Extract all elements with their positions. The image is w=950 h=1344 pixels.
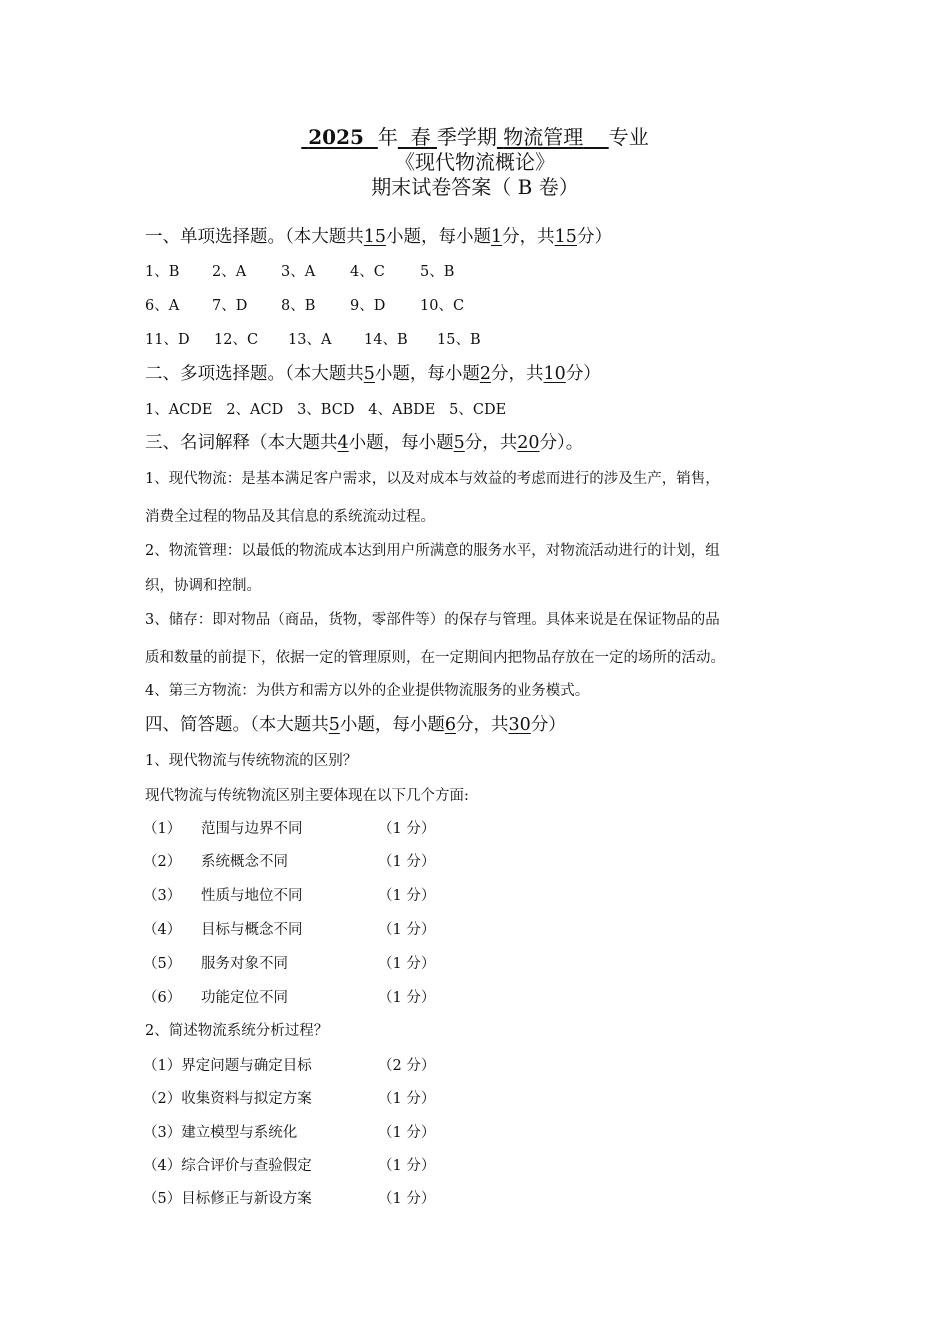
item-text: （3）建立模型与系统化 bbox=[143, 1125, 298, 1141]
item-text: （1）界定问题与确定目标 bbox=[143, 1058, 312, 1074]
question-1: 1、现代物流与传统物流的区别？ bbox=[145, 753, 358, 769]
item-text: （4）综合评价与查验假定 bbox=[143, 1158, 312, 1174]
major-suffix: 专业 bbox=[608, 125, 649, 149]
year-suffix: 年 bbox=[377, 125, 398, 149]
item-number: （3） bbox=[143, 888, 182, 904]
answer-item: 7、D bbox=[212, 298, 248, 314]
item-points: （1 分） bbox=[378, 1125, 436, 1141]
item-points: （1 分） bbox=[378, 1091, 436, 1107]
section2-title: 二、多项选择题。（本大题共5小题，每小题2分，共10分） bbox=[145, 364, 601, 384]
answer-item: 2、A bbox=[212, 264, 247, 280]
answer-item: 10、C bbox=[420, 298, 465, 314]
answer-item: 4、C bbox=[350, 264, 385, 280]
question-1-intro: 现代物流与传统物流区别主要体现在以下几个方面: bbox=[145, 788, 469, 804]
answer-item: 6、A bbox=[145, 298, 180, 314]
definition-line: 4、第三方物流：为供方和需方以外的企业提供物流服务的业务模式。 bbox=[145, 683, 590, 699]
definition-line: 1、现代物流：是基本满足客户需求，以及对成本与效益的考虑而进行的涉及生产，销售， bbox=[145, 471, 720, 487]
section4-title: 四、简答题。（本大题共5小题，每小题6分，共30分） bbox=[145, 715, 566, 735]
item-points: （1 分） bbox=[378, 854, 436, 870]
section1-title: 一、单项选择题。（本大题共15小题，每小题1分，共15分） bbox=[145, 227, 612, 247]
item-points: （1 分） bbox=[378, 956, 436, 972]
section2-answers: 1、ACDE 2、ACD 3、BCD 4、ABDE 5、CDE bbox=[145, 402, 507, 418]
item-text: （2）收集资料与拟定方案 bbox=[143, 1091, 312, 1107]
answer-item: 12、C bbox=[214, 332, 259, 348]
item-text: 服务对象不同 bbox=[201, 956, 288, 972]
answer-item: 9、D bbox=[350, 298, 386, 314]
answer-item: 8、B bbox=[281, 298, 316, 314]
answer-item: 15、B bbox=[437, 332, 481, 348]
item-number: （2） bbox=[143, 854, 182, 870]
item-points: （1 分） bbox=[378, 922, 436, 938]
item-points: （2 分） bbox=[378, 1058, 436, 1074]
definition-line: 2、物流管理：以最低的物流成本达到用户所满意的服务水平，对物流活动进行的计划，组 bbox=[145, 543, 720, 559]
definition-line: 3、储存：即对物品（商品，货物，零部件等）的保存与管理。具体来说是在保证物品的品 bbox=[145, 612, 720, 628]
header-line bbox=[0, 125, 950, 149]
item-number: （4） bbox=[143, 922, 182, 938]
item-number: （5） bbox=[143, 956, 182, 972]
major: 物流管理 bbox=[503, 125, 584, 149]
item-points: （1 分） bbox=[378, 821, 436, 837]
section3-title: 三、名词解释（本大题共4小题，每小题5分，共20分）。 bbox=[145, 433, 584, 453]
course-title: 《现代物流概论》 bbox=[395, 150, 555, 174]
item-text: 性质与地位不同 bbox=[201, 888, 303, 904]
answer-item: 3、A bbox=[281, 264, 316, 280]
definition-line: 质和数量的前提下，依据一定的管理原则，在一定期间内把物品存放在一定的场所的活动。 bbox=[145, 650, 725, 666]
exam-title: 期末试卷答案（ B 卷） bbox=[371, 175, 579, 199]
answer-item: 11、D bbox=[145, 332, 190, 348]
item-text: 系统概念不同 bbox=[201, 854, 288, 870]
answer-item: 13、A bbox=[288, 332, 332, 348]
item-text: 功能定位不同 bbox=[201, 990, 288, 1006]
season-suffix: 季学期 bbox=[436, 125, 497, 149]
question-2: 2、简述物流系统分析过程？ bbox=[145, 1023, 329, 1039]
season: 春 bbox=[410, 125, 431, 149]
item-text: 目标与概念不同 bbox=[201, 922, 303, 938]
item-points: （1 分） bbox=[378, 1158, 436, 1174]
item-points: （1 分） bbox=[378, 990, 436, 1006]
definition-line: 织，协调和控制。 bbox=[145, 578, 261, 594]
item-text: （5）目标修正与新设方案 bbox=[143, 1191, 312, 1207]
item-number: （1） bbox=[143, 821, 182, 837]
item-text: 范围与边界不同 bbox=[201, 821, 303, 837]
item-number: （6） bbox=[143, 990, 182, 1006]
item-points: （1 分） bbox=[378, 888, 436, 904]
answer-item: 5、B bbox=[420, 264, 455, 280]
definition-line: 消费全过程的物品及其信息的系统流动过程。 bbox=[145, 509, 435, 525]
item-points: （1 分） bbox=[378, 1191, 436, 1207]
year: 2025 bbox=[308, 125, 364, 149]
answer-item: 14、B bbox=[364, 332, 408, 348]
answer-item: 1、B bbox=[145, 264, 180, 280]
